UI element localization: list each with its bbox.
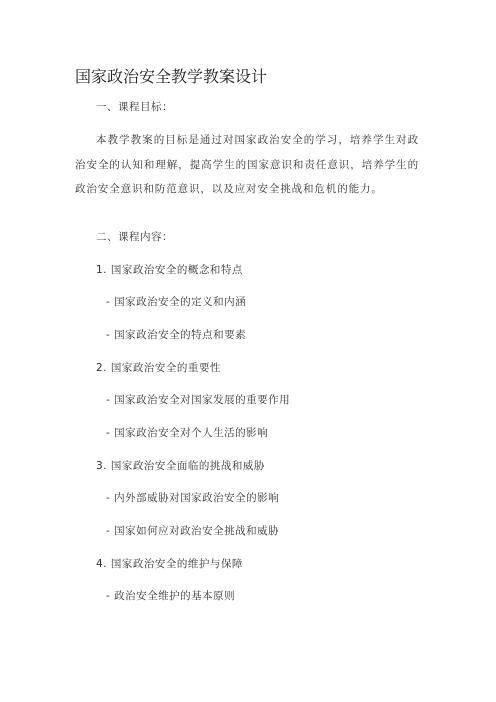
document-title: 国家政治安全教学教案设计 xyxy=(75,67,268,86)
content-sub-item: - 国家如何应对政治安全挑战和威胁 xyxy=(106,525,280,537)
objective-paragraph: 本教学教案的目标是通过对国家政治安全的学习，培养学生对政治安全的认知和理解，提高学生的国家意识和责任意识，培养学生的政治安全意识和防范意识，以及应对安全挑战和危机的能力。 xyxy=(75,134,419,195)
content-sub-item: - 国家政治安全的特点和要素 xyxy=(106,329,247,341)
content-item-heading: 3. 国家政治安全面临的挑战和威胁 xyxy=(96,460,265,472)
content-sub-item: - 国家政治安全的定义和内涵 xyxy=(106,296,247,308)
section-heading-content: 二、课程内容： xyxy=(96,231,173,243)
content-item-heading: 1. 国家政治安全的概念和特点 xyxy=(96,264,243,276)
content-sub-item: - 国家政治安全对国家发展的重要作用 xyxy=(106,394,291,406)
content-item-heading: 4. 国家政治安全的维护与保障 xyxy=(96,558,243,570)
content-sub-item: - 内外部威胁对国家政治安全的影响 xyxy=(106,492,280,504)
content-item-heading: 2. 国家政治安全的重要性 xyxy=(96,362,221,374)
content-sub-item: - 政治安全维护的基本原则 xyxy=(106,590,236,602)
section-heading-objectives: 一、课程目标： xyxy=(96,101,173,113)
content-sub-item: - 国家政治安全对个人生活的影响 xyxy=(106,427,269,439)
